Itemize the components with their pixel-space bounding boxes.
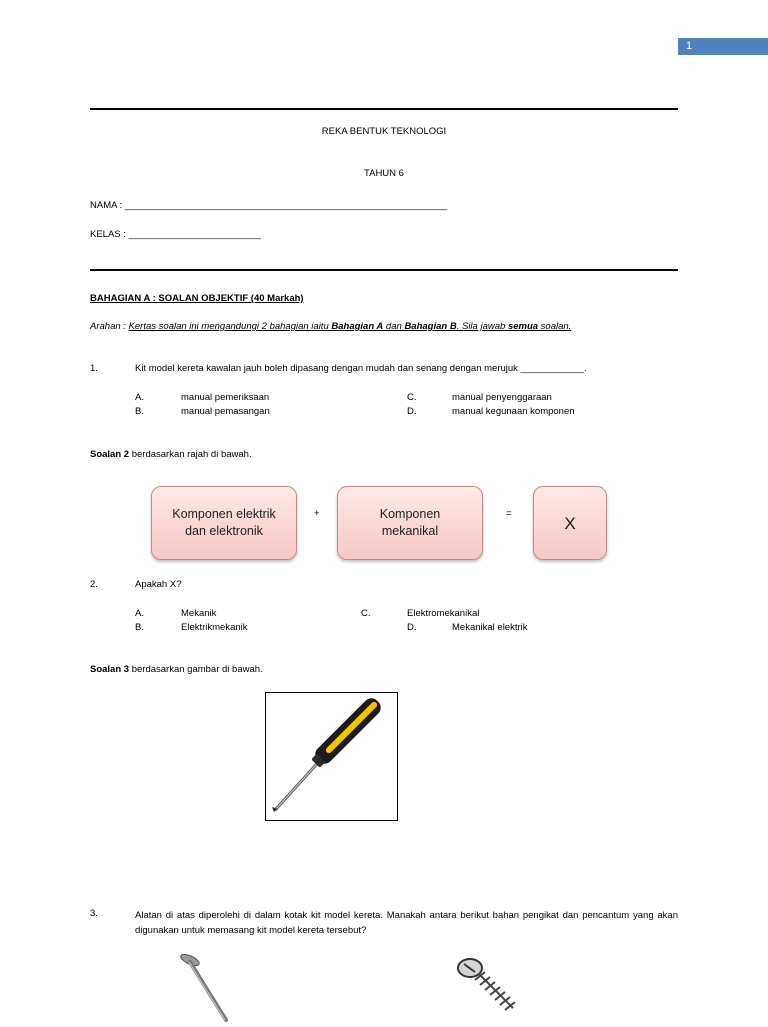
q2-text: Apakah X?	[135, 579, 182, 590]
q1-option-a: manual pemeriksaan	[181, 392, 270, 403]
q2-option-d: Mekanikal elektrik	[452, 622, 528, 633]
q2-option-b: Elektrikmekanik	[181, 622, 248, 633]
q1-option-b-letter: B.	[135, 406, 144, 417]
instruction-text: Kertas soalan ini mengandungi 2 bahagian iaitu Bahagian A dan Bahagian B. Sila jawab semua soalan.	[128, 321, 572, 332]
q1-text: Kit model kereta kawalan jauh boleh dipasang dengan mudah dan senang dengan merujuk ____________.	[135, 363, 587, 374]
q3-text: Alatan di atas diperolehi di dalam kotak kit model kereta. Manakah antara berikut bahan pengikat dan pencantum yang akan digunakan untuk memasang kit model kereta tersebut?	[135, 910, 678, 936]
q2-option-a-letter: A.	[135, 608, 144, 619]
screw-image	[455, 950, 521, 1020]
screwdriver-icon	[266, 693, 397, 820]
instruction-label: Arahan :	[90, 321, 129, 332]
soalan2-reference: Soalan 2 berdasarkan rajah di bawah.	[90, 449, 252, 460]
class-field: KELAS : _________________________	[90, 229, 261, 240]
page-number: 1	[678, 38, 768, 55]
plus-sign: +	[314, 508, 320, 519]
q1-option-c-letter: C.	[407, 392, 417, 403]
screw-icon	[455, 950, 521, 1020]
q3-number: 3.	[90, 908, 98, 919]
equals-sign: =	[506, 508, 512, 519]
q1-option-a-letter: A.	[135, 392, 144, 403]
q1-option-b: manual pemasangan	[181, 406, 270, 417]
box-electronic-components: Komponen elektrik dan elektronik	[151, 486, 297, 560]
q2-option-d-letter: D.	[407, 622, 417, 633]
q2-option-b-letter: B.	[135, 622, 144, 633]
soalan3-reference: Soalan 3 berdasarkan gambar di bawah.	[90, 664, 263, 675]
instruction	[90, 321, 571, 332]
exam-title: REKA BENTUK TEKNOLOGI	[321, 126, 447, 137]
top-rule	[90, 108, 678, 110]
q1-option-c: manual penyenggaraan	[452, 392, 552, 403]
q2-option-a: Mekanik	[181, 608, 217, 619]
nail-image	[170, 950, 240, 1024]
header-rule	[90, 269, 678, 271]
name-field: NAMA : _____________________________________________________________	[90, 200, 448, 211]
q1-option-d-letter: D.	[407, 406, 417, 417]
q2-option-c: Elektromekanikal	[407, 608, 480, 619]
q1-number: 1.	[90, 363, 98, 374]
screwdriver-image	[265, 692, 398, 821]
box-mechanical-components: Komponen mekanikal	[337, 486, 483, 560]
nail-icon	[170, 950, 240, 1024]
q1-option-d: manual kegunaan komponen	[452, 406, 575, 417]
exam-year: TAHUN 6	[364, 168, 404, 179]
box-x: X	[533, 486, 607, 560]
section-heading: BAHAGIAN A : SOALAN OBJEKTIF (40 Markah)	[90, 293, 304, 304]
q2-option-c-letter: C.	[361, 608, 371, 619]
q2-number: 2.	[90, 579, 98, 590]
